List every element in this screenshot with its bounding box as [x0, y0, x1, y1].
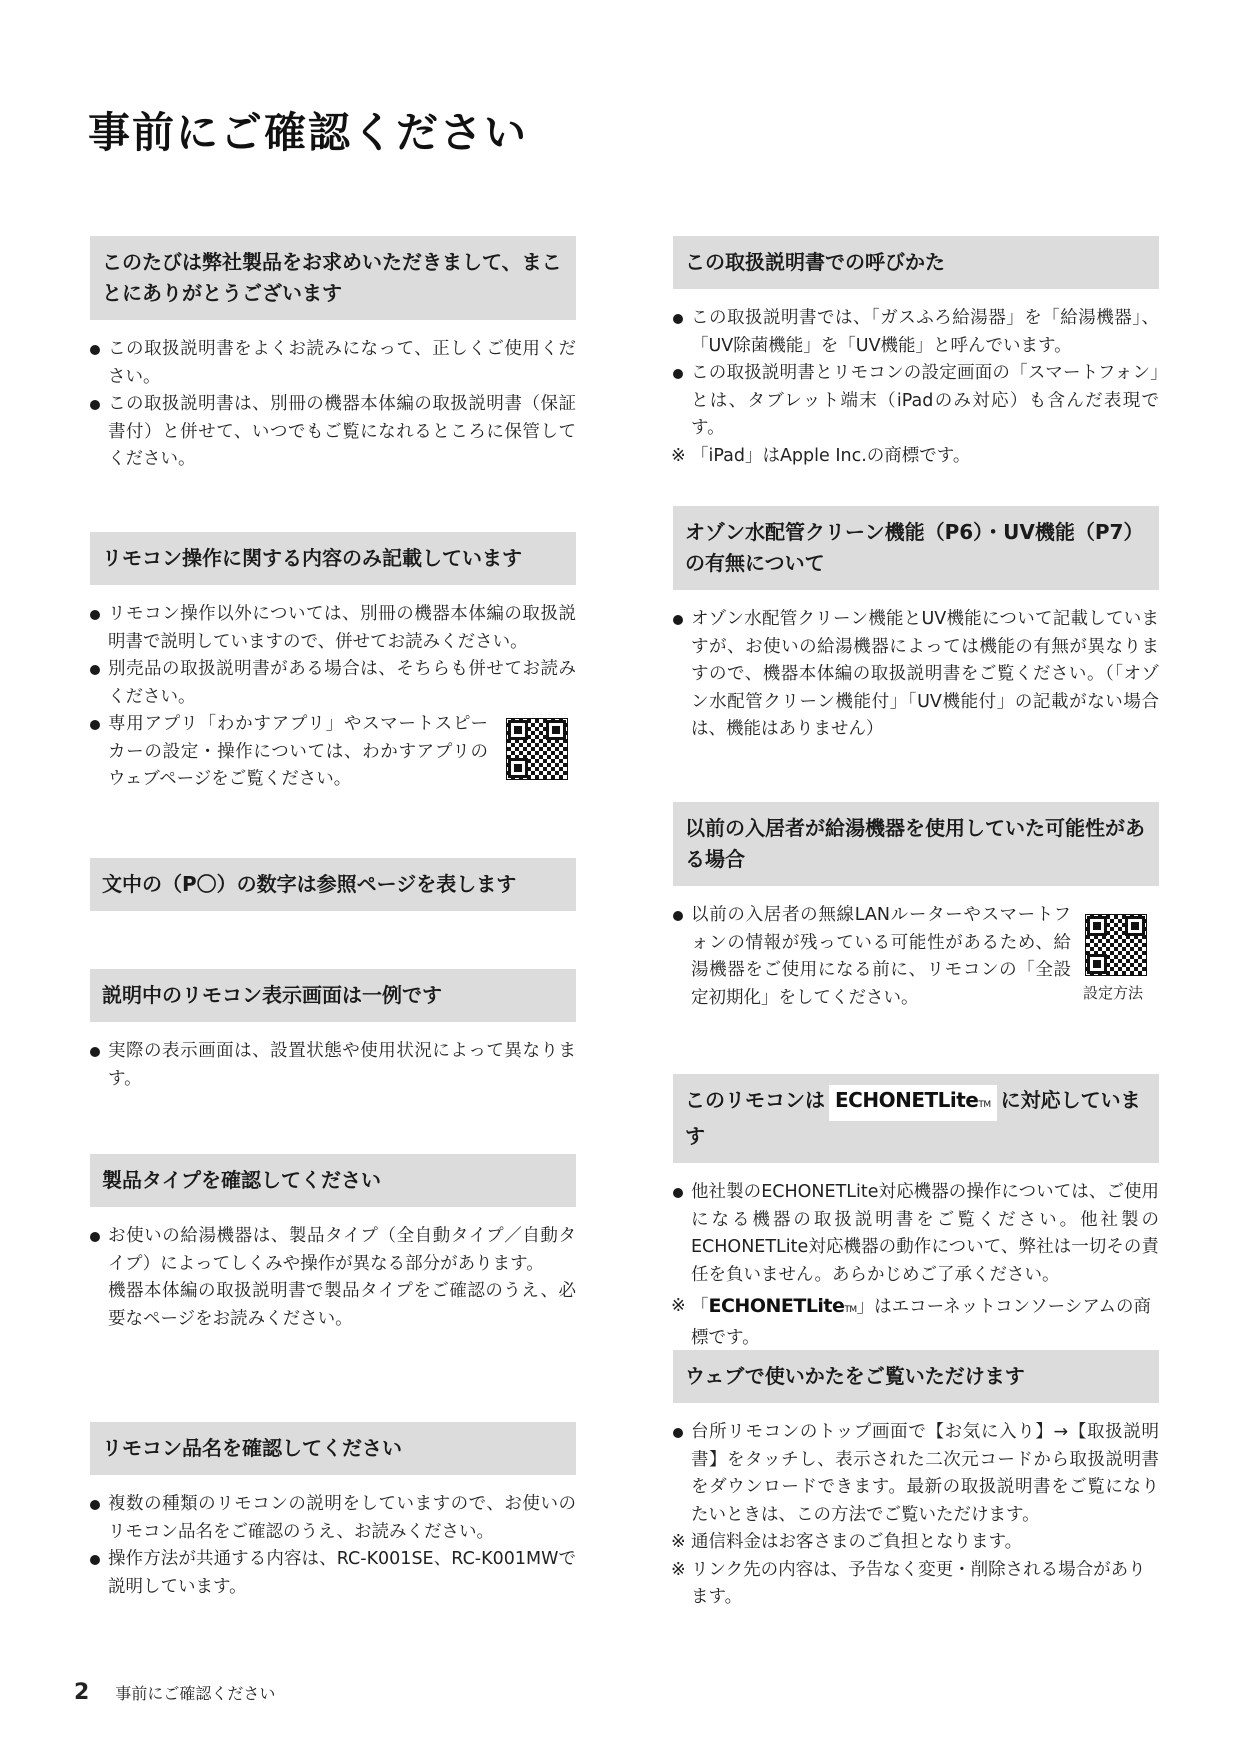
page-number: 2	[74, 1680, 90, 1705]
bullet-icon	[673, 314, 683, 324]
section-page-ref	[90, 858, 576, 911]
bullet-icon	[673, 1188, 683, 1198]
bullet-icon	[90, 1047, 100, 1057]
section-remote-model	[90, 1422, 576, 1601]
list-item: 操作方法が共通する内容は、RC-K001SE、RC-K001MWで説明しています。	[90, 1546, 576, 1601]
bullet-icon	[90, 345, 100, 355]
list-item: リモコン操作以外については、別冊の機器本体編の取扱説明書で説明していますので、併せてお読みください。	[90, 601, 576, 656]
footer-label: 事前にご確認ください	[115, 1684, 276, 1703]
section-heading: 文中の（P〇）の数字は参照ページを表します	[90, 858, 576, 911]
section-web-manual	[673, 1350, 1159, 1612]
echonet-logo: ECHONETLiteTM	[708, 1295, 857, 1317]
qr-code-icon[interactable]	[1085, 914, 1147, 976]
list-item-continuation: 機器本体編の取扱説明書で製品タイプをご確認のうえ、必要なページをお読みください。	[108, 1281, 576, 1329]
section-screen-example	[90, 969, 576, 1093]
section-heading: 製品タイプを確認してください	[90, 1154, 576, 1207]
list-item: 複数の種類のリモコンの説明をしていますので、お使いのリモコン品名をご確認のうえ、お読みください。	[90, 1491, 576, 1546]
list-item: 別売品の取扱説明書がある場合は、そちらも併せてお読みください。	[90, 656, 576, 711]
note: ※ リンク先の内容は、予告なく変更・削除される場合があります。	[671, 1559, 1146, 1607]
section-heading: この取扱説明書での呼びかた	[673, 236, 1159, 289]
bullet-icon	[90, 1232, 100, 1242]
echonet-logo: ECHONETLiteTM	[829, 1085, 997, 1121]
list-item: 実際の表示画面は、設置状態や使用状況によって異なります。	[90, 1038, 576, 1093]
note: ※ 「ECHONETLiteTM」はエコーネットコンソーシアムの商標です。	[671, 1295, 1152, 1348]
bullet-icon	[673, 615, 683, 625]
section-heading: リモコン品名を確認してください	[90, 1422, 576, 1475]
section-product-type	[90, 1154, 576, 1333]
list-item: 台所リモコンのトップ画面で【お気に入り】→【取扱説明書】をタッチし、表示された二次元コードから取扱説明書をダウンロードできます。最新の取扱説明書をご覧になりたいときは、この方法でご覧いただけます。	[673, 1419, 1159, 1529]
section-remote-only	[90, 532, 576, 794]
list-item: この取扱説明書は、別冊の機器本体編の取扱説明書（保証書付）と併せて、いつでもご覧になれるところに保管してください。	[90, 391, 576, 474]
bullet-icon	[90, 720, 100, 730]
bullet-icon	[90, 665, 100, 675]
section-thanks	[90, 236, 576, 474]
bullet-icon	[90, 400, 100, 410]
list-item: お使いの給湯機器は、製品タイプ（全自動タイプ／自動タイプ）によってしくみや操作が異なる部分があります。	[90, 1223, 576, 1278]
list-item: 専用アプリ「わかすアプリ」やスマートスピーカーの設定・操作については、わかすアプリのウェブページをご覧ください。	[90, 711, 488, 794]
section-ozone-uv	[673, 506, 1159, 744]
bullet-icon	[673, 369, 683, 379]
list-item: この取扱説明書では、「ガスふろ給湯器」を「給湯機器」、「UV除菌機能」を「UV機能」と呼んでいます。	[673, 305, 1159, 360]
section-heading: ウェブで使いかたをご覧いただけます	[673, 1350, 1159, 1403]
section-heading: リモコン操作に関する内容のみ記載しています	[90, 532, 576, 585]
bullet-icon	[90, 1555, 100, 1565]
note: ※ 通信料金はお客さまのご負担となります。	[671, 1532, 1023, 1552]
list-item: 以前の入居者の無線LANルーターやスマートフォンの情報が残っている可能性があるため、給湯機器をご使用になる前に、リモコンの「全設定初期化」をしてください。	[673, 902, 1071, 1012]
bullet-icon	[90, 1500, 100, 1510]
qr-code-icon[interactable]	[506, 718, 568, 780]
page-title: 事前にご確認ください	[88, 108, 529, 157]
list-item: オゾン水配管クリーン機能とUV機能について記載していますが、お使いの給湯機器によっては機能の有無が異なりますので、機器本体編の取扱説明書をご覧ください。（「オゾン水配管クリーン機能付」「UV機能付」の記載がない場合は、機能はありません）	[673, 606, 1159, 744]
note: ※ 「iPad」はApple Inc.の商標です。	[671, 445, 971, 466]
list-item: この取扱説明書とリモコンの設定画面の「スマートフォン」とは、タブレット端末（iPadのみ対応）も含んだ表現です。	[673, 360, 1159, 443]
section-heading: このリモコンは ECHONETLiteTM に対応しています	[673, 1074, 1159, 1163]
bullet-icon	[673, 1428, 683, 1438]
section-heading: 説明中のリモコン表示画面は一例です	[90, 969, 576, 1022]
section-previous-resident	[673, 802, 1159, 1012]
qr-caption: 設定方法	[1083, 984, 1144, 1002]
section-heading: 以前の入居者が給湯機器を使用していた可能性がある場合	[673, 802, 1159, 886]
bullet-icon	[90, 610, 100, 620]
list-item: この取扱説明書をよくお読みになって、正しくご使用ください。	[90, 336, 576, 391]
bullet-icon	[673, 911, 683, 921]
page-footer	[74, 1680, 275, 1705]
section-naming	[673, 236, 1159, 470]
list-item: 他社製のECHONETLite対応機器の操作については、ご使用になる機器の取扱説明書をご覧ください。他社製のECHONETLite対応機器の動作について、弊社は一切その責任を負いません。あらかじめご了承ください。	[673, 1179, 1159, 1289]
section-heading: オゾン水配管クリーン機能（P6）・UV機能（P7）の有無について	[673, 506, 1159, 590]
section-echonet	[673, 1074, 1159, 1352]
section-heading: このたびは弊社製品をお求めいただきまして、まことにありがとうございます	[90, 236, 576, 320]
